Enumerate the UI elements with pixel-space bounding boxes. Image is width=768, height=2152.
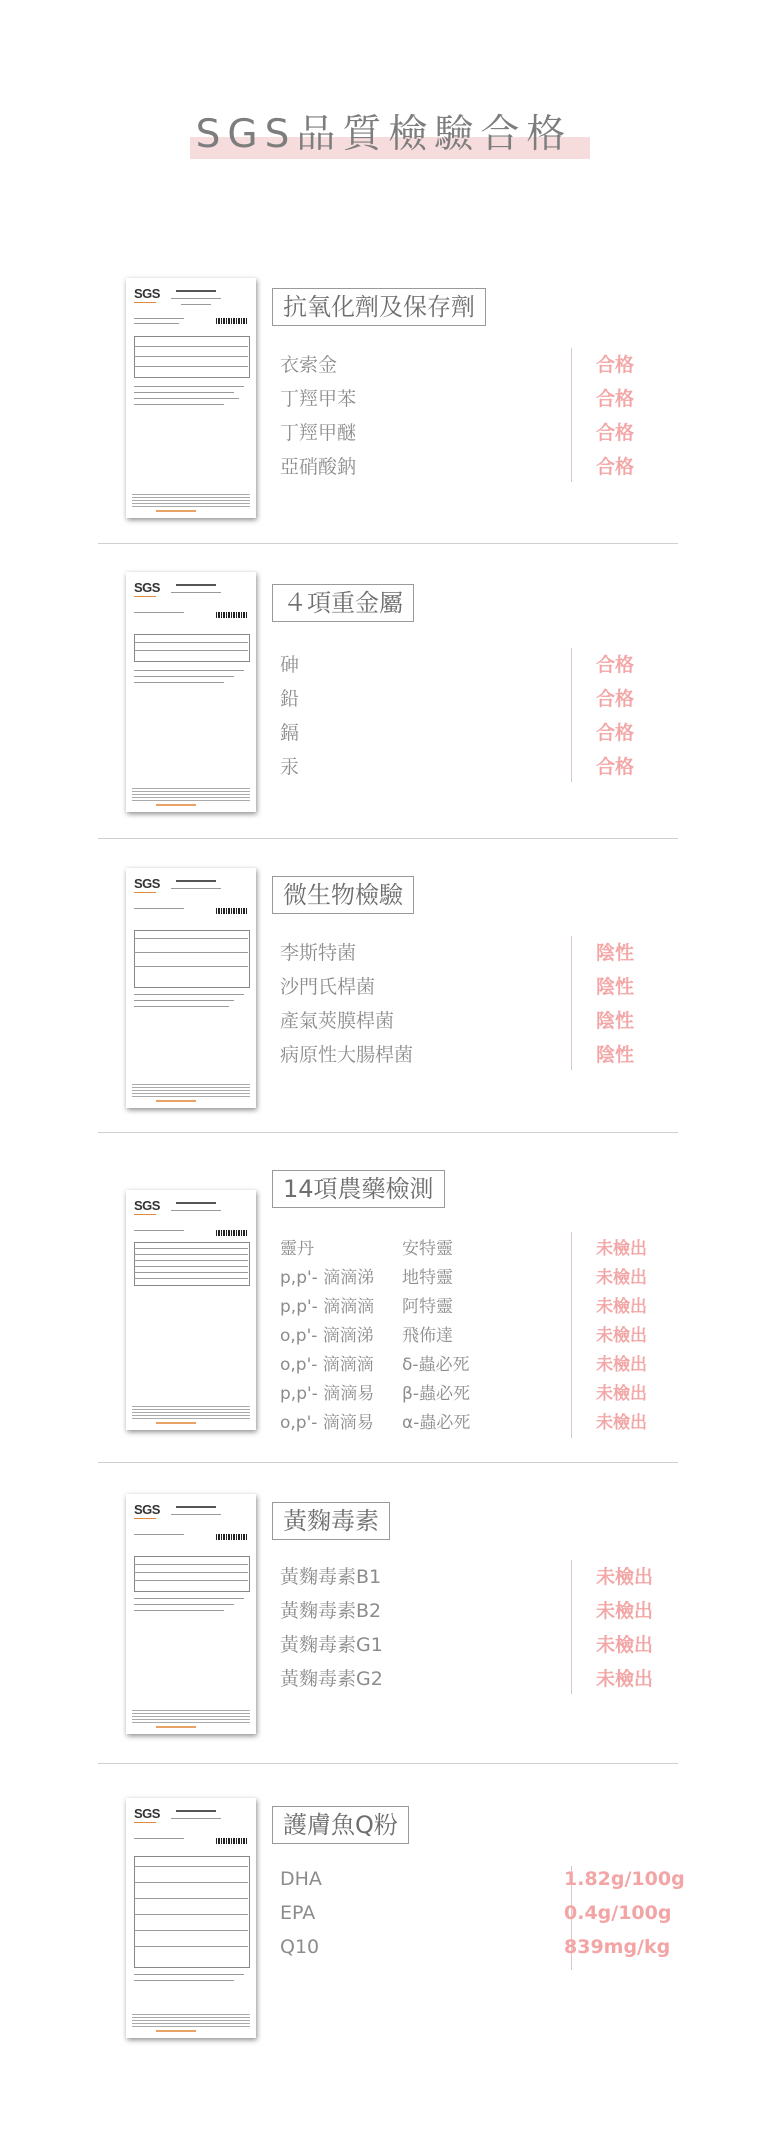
test-item: 沙門氏桿菌 xyxy=(280,976,376,998)
test-item: 鉛 xyxy=(280,688,300,710)
sgs-report-image xyxy=(126,1798,256,2038)
sgs-logo: SGS xyxy=(134,286,160,301)
test-result: 合格 xyxy=(596,422,635,444)
test-result: 未檢出 xyxy=(596,1634,654,1656)
test-result: 839mg/kg xyxy=(564,1936,671,1958)
sgs-report-image xyxy=(126,1190,256,1430)
sgs-report-image xyxy=(126,868,256,1108)
test-item: 衣索金 xyxy=(280,354,338,376)
test-item: 黃麴毒素B2 xyxy=(280,1600,382,1622)
section-divider xyxy=(98,1763,678,1764)
test-item: 丁羥甲苯 xyxy=(280,388,357,410)
test-result: 合格 xyxy=(596,456,635,478)
section-heading: 黃麴毒素 xyxy=(272,1502,390,1540)
test-result: 合格 xyxy=(596,756,635,778)
test-result: 未檢出 xyxy=(596,1297,647,1317)
test-result: 未檢出 xyxy=(596,1239,647,1259)
test-item: 丁羥甲醚 xyxy=(280,422,357,444)
pesticide-item: β-蟲必死 xyxy=(402,1384,470,1404)
section-heading: 護膚魚Q粉 xyxy=(272,1806,409,1844)
section-divider xyxy=(98,543,678,544)
test-result: 未檢出 xyxy=(596,1355,647,1375)
test-item: 砷 xyxy=(280,654,300,676)
test-result: 未檢出 xyxy=(596,1668,654,1690)
sgs-logo: SGS xyxy=(134,876,160,891)
test-result: 合格 xyxy=(596,388,635,410)
section-divider xyxy=(98,1132,678,1133)
test-result: 0.4g/100g xyxy=(564,1902,672,1924)
test-result: 陰性 xyxy=(596,1010,635,1032)
section-heavy-metals xyxy=(98,570,678,830)
test-item: 黃麴毒素B1 xyxy=(280,1566,382,1588)
test-result: 1.82g/100g xyxy=(564,1868,685,1890)
section-microbiology xyxy=(98,866,678,1126)
test-result: 未檢出 xyxy=(596,1413,647,1433)
section-divider xyxy=(98,838,678,839)
pesticide-item: 安特靈 xyxy=(402,1239,453,1259)
test-result: 未檢出 xyxy=(596,1384,647,1404)
test-item: 鎘 xyxy=(280,722,300,744)
pesticide-item: p,p'- 滴滴滴 xyxy=(280,1297,375,1317)
section-heading: 14項農藥檢測 xyxy=(272,1170,445,1208)
pesticide-item: 飛佈達 xyxy=(402,1326,453,1346)
sgs-logo: SGS xyxy=(134,580,160,595)
test-item: 李斯特菌 xyxy=(280,942,357,964)
test-item: 病原性大腸桿菌 xyxy=(280,1044,414,1066)
test-result: 合格 xyxy=(596,722,635,744)
pesticide-item: p,p'- 滴滴易 xyxy=(280,1384,375,1404)
pesticide-item: o,p'- 滴滴滴 xyxy=(280,1355,374,1375)
pesticide-item: 阿特靈 xyxy=(402,1297,453,1317)
test-result: 未檢出 xyxy=(596,1566,654,1588)
test-item: 黃麴毒素G1 xyxy=(280,1634,383,1656)
section-divider xyxy=(98,1462,678,1463)
test-item: EPA xyxy=(280,1902,316,1924)
pesticide-item: 地特靈 xyxy=(402,1268,453,1288)
test-result: 陰性 xyxy=(596,1044,635,1066)
sgs-report-image xyxy=(126,572,256,812)
test-result: 未檢出 xyxy=(596,1268,647,1288)
section-heading: 抗氧化劑及保存劑 xyxy=(272,288,486,326)
test-result: 陰性 xyxy=(596,942,635,964)
page-title: SGS品質檢驗合格 xyxy=(195,112,573,157)
test-result: 合格 xyxy=(596,354,635,376)
pesticide-item: δ-蟲必死 xyxy=(402,1355,470,1375)
pesticide-item: α-蟲必死 xyxy=(402,1413,471,1433)
test-result: 陰性 xyxy=(596,976,635,998)
page-title-block xyxy=(0,95,768,175)
pesticide-item: o,p'- 滴滴易 xyxy=(280,1413,374,1433)
pesticide-item: p,p'- 滴滴涕 xyxy=(280,1268,375,1288)
test-item: 產氣莢膜桿菌 xyxy=(280,1010,395,1032)
test-item: 黃麴毒素G2 xyxy=(280,1668,383,1690)
sgs-logo: SGS xyxy=(134,1198,160,1213)
section-antioxidants xyxy=(98,270,678,530)
test-result: 未檢出 xyxy=(596,1600,654,1622)
section-heading: ４項重金屬 xyxy=(272,584,414,622)
test-item: Q10 xyxy=(280,1936,320,1958)
sgs-logo: SGS xyxy=(134,1502,160,1517)
section-pesticides xyxy=(98,1160,678,1460)
pesticide-item: 靈丹 xyxy=(280,1239,314,1259)
sgs-report-image xyxy=(126,278,256,518)
test-result: 未檢出 xyxy=(596,1326,647,1346)
sgs-logo: SGS xyxy=(134,1806,160,1821)
test-item: 汞 xyxy=(280,756,300,778)
section-fish-q-powder xyxy=(98,1790,685,2050)
section-heading: 微生物檢驗 xyxy=(272,876,414,914)
test-item: DHA xyxy=(280,1868,322,1890)
section-aflatoxins xyxy=(98,1490,678,1750)
test-result: 合格 xyxy=(596,654,635,676)
test-item: 亞硝酸鈉 xyxy=(280,456,357,478)
pesticide-item: o,p'- 滴滴涕 xyxy=(280,1326,374,1346)
sgs-report-image xyxy=(126,1494,256,1734)
test-result: 合格 xyxy=(596,688,635,710)
